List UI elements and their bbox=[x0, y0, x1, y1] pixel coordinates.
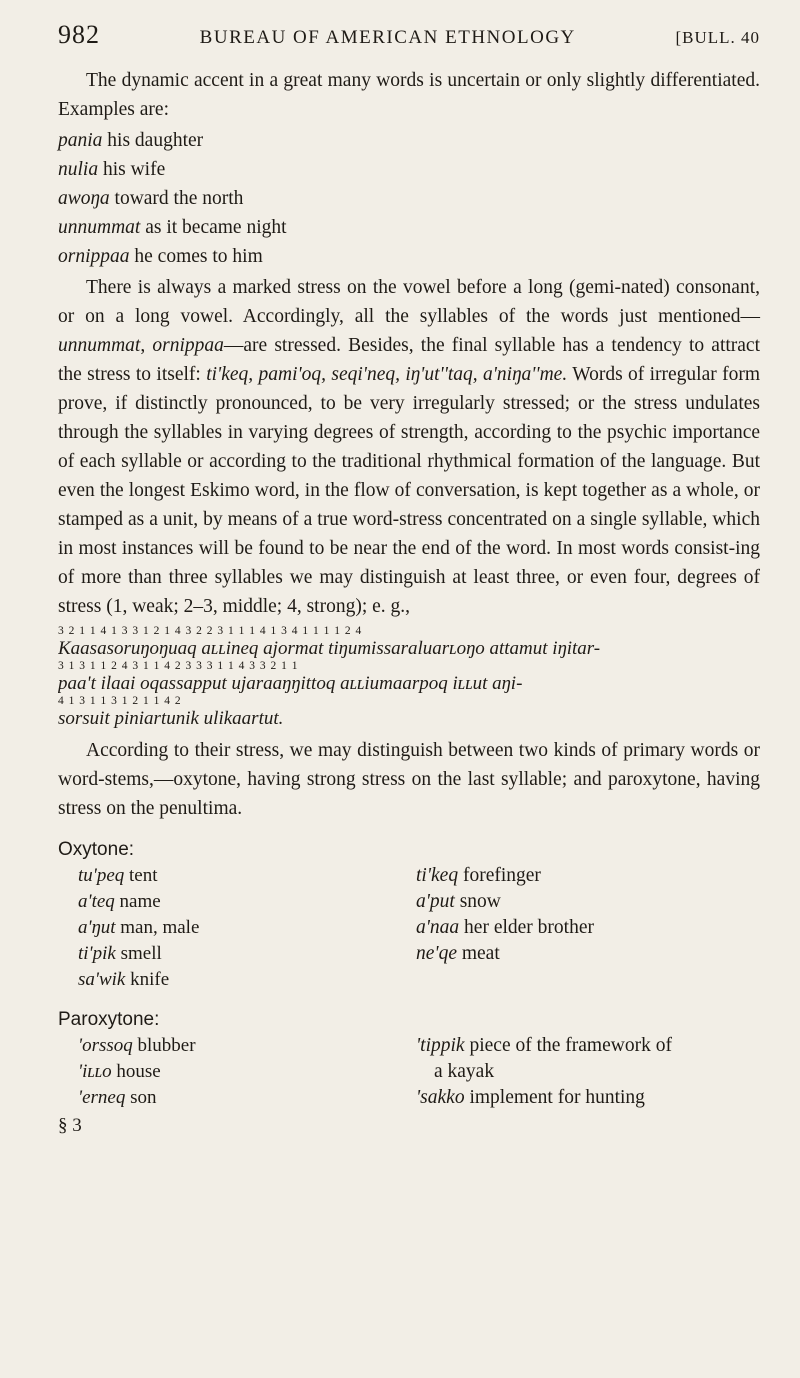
word-entry bbox=[78, 941, 416, 967]
entry-word: a'teq bbox=[78, 891, 115, 912]
stress-text-line-1: Kaasasoruŋoŋuaq aʟʟineq ajormat tiŋumissaraluarʟoŋo attamut iŋitar- bbox=[58, 638, 601, 659]
entry-word: a'put bbox=[416, 891, 455, 912]
entry-word: ne'qe bbox=[416, 943, 457, 964]
entry-gloss: blubber bbox=[132, 1035, 196, 1056]
example-item bbox=[58, 155, 760, 184]
section-mark: § 3 bbox=[58, 1115, 82, 1136]
example-word: awoŋa bbox=[58, 188, 110, 209]
word-entry bbox=[416, 915, 760, 941]
stress-text-line-3: sorsuit piniartunik ulikaartut. bbox=[58, 708, 284, 729]
stress-digits-line-2: 3 1 3 1 1 2 4 3 1 1 4 2 3 3 3 1 1 4 3 3 2 1 1 bbox=[58, 660, 299, 672]
entry-word: 'iʟʟo bbox=[78, 1061, 112, 1082]
example-word: pania bbox=[58, 130, 103, 151]
example-gloss: his wife bbox=[98, 159, 166, 180]
example-gloss: as it became night bbox=[140, 217, 287, 238]
word-entry bbox=[78, 863, 416, 889]
example-word: ornippaa bbox=[58, 246, 130, 267]
example-gloss: toward the north bbox=[109, 188, 244, 209]
oxytone-word-grid bbox=[78, 863, 760, 993]
example-item bbox=[58, 242, 760, 271]
stress-example bbox=[58, 625, 760, 730]
paroxytone-right-column bbox=[416, 1033, 760, 1111]
word-entry bbox=[78, 1085, 416, 1111]
word-entry bbox=[78, 1033, 416, 1059]
word-entry bbox=[416, 1033, 760, 1059]
entry-word: a'naa bbox=[416, 917, 460, 938]
text-run: Words of irregular form prove, if distinctly pronounced, to be very irregularly stressed; or the stress undulates through the syllables in varying degrees of strength, according to the psychic importance of each syllable or according to the traditional rhythmical formation of the language. But even the longest Eskimo word, in the flow of conversation, is kept together as a whole, or stamped as a unit, by means of a true word-stress concentrated on a single syllable, which in most instances will be found to be near the end of the word. In most words consist-ing of more than three syllables we may distinguish at least three, or even four, degrees of stress (1, weak; 2–3, middle; 4, strong); e. g., bbox=[58, 364, 761, 617]
stress-paragraph bbox=[58, 273, 760, 621]
page-header bbox=[58, 20, 760, 54]
word-entry bbox=[416, 1085, 760, 1111]
word-entry bbox=[416, 941, 760, 967]
entry-gloss: forefinger bbox=[458, 865, 541, 886]
word-entry bbox=[78, 1059, 416, 1085]
paroxytone-label: Paroxytone: bbox=[58, 1009, 160, 1030]
bulletin-number: [BULL. 40 bbox=[675, 28, 760, 47]
example-item bbox=[58, 213, 760, 242]
stress-digits-line-1: 3 2 1 1 4 1 3 3 1 2 1 4 3 2 2 3 1 1 1 4 1 3 4 1 1 1 1 2 4 bbox=[58, 625, 363, 637]
example-word: nulia bbox=[58, 159, 99, 180]
paroxytone-word-grid bbox=[78, 1033, 760, 1111]
intro-paragraph: The dynamic accent in a great many words is uncertain or only slightly differentiated. Examples are: bbox=[58, 70, 760, 120]
paroxytone-left-column bbox=[78, 1033, 416, 1111]
example-word: unnummat bbox=[58, 217, 141, 238]
entry-word: ti'pik bbox=[78, 943, 116, 964]
page-body bbox=[58, 66, 760, 1139]
entry-gloss: son bbox=[125, 1087, 157, 1108]
entry-gloss: man, male bbox=[115, 917, 200, 938]
entry-word: 'orssoq bbox=[78, 1035, 133, 1056]
example-word: unnummat bbox=[58, 335, 141, 356]
word-entry bbox=[416, 863, 760, 889]
entry-gloss: a kayak bbox=[434, 1061, 495, 1082]
entry-word: tu'peq bbox=[78, 865, 125, 886]
page-number: 982 bbox=[58, 20, 100, 49]
stress-text-line-2: paa't ilaai oqassapput ujaraaŋŋittoq aʟʟiumaarpoq iʟʟut aŋi- bbox=[58, 673, 523, 694]
stress-digits-line-3: 4 1 3 1 1 3 1 2 1 1 4 2 bbox=[58, 695, 182, 707]
entry-word: 'sakko bbox=[416, 1087, 465, 1108]
oxytone-label: Oxytone: bbox=[58, 839, 135, 860]
word-entry bbox=[78, 915, 416, 941]
entry-gloss: tent bbox=[124, 865, 158, 886]
text-run: , bbox=[140, 335, 153, 356]
entry-word: 'erneq bbox=[78, 1087, 126, 1108]
entry-gloss: piece of the framework of bbox=[464, 1035, 672, 1056]
entry-gloss: house bbox=[111, 1061, 161, 1082]
entry-gloss: implement for hunting bbox=[464, 1087, 645, 1108]
example-item bbox=[58, 126, 760, 155]
example-word: ornippaa bbox=[152, 335, 224, 356]
example-item bbox=[58, 184, 760, 213]
entry-gloss: smell bbox=[115, 943, 162, 964]
word-entry bbox=[416, 889, 760, 915]
running-title: BUREAU OF AMERICAN ETHNOLOGY bbox=[199, 27, 576, 48]
example-gloss: his daughter bbox=[102, 130, 204, 151]
oxytone-left-column bbox=[78, 863, 416, 993]
example-gloss: he comes to him bbox=[129, 246, 263, 267]
example-words: ti'keq, pami'oq, seqi'neq, iŋ'ut''taq, a'niŋa''me. bbox=[206, 364, 568, 385]
entry-word: ti'keq bbox=[416, 865, 459, 886]
entry-gloss: snow bbox=[454, 891, 501, 912]
text-run: There is always a marked stress on the vowel before a long (gemi-nated) consonant, or on a long vowel. Accordingly, all the syllables of the words just mentioned— bbox=[58, 277, 760, 327]
word-entry bbox=[416, 1059, 760, 1085]
oxytone-right-column bbox=[416, 863, 760, 993]
entry-word: sa'wik bbox=[78, 969, 126, 990]
entry-word: a'ŋut bbox=[78, 917, 116, 938]
oxytone-paragraph: According to their stress, we may distinguish between two kinds of primary words or word-stems,—oxytone, having strong stress on the last syllable; and paroxytone, having stress on the penultima. bbox=[58, 740, 760, 819]
entry-gloss: name bbox=[114, 891, 161, 912]
example-list bbox=[58, 126, 760, 271]
word-entry bbox=[78, 889, 416, 915]
entry-word: 'tippik bbox=[416, 1035, 465, 1056]
text-run: —are stressed. Besides, the final syllable has a tendency to attract the stress to itself: bbox=[58, 335, 760, 385]
word-entry bbox=[78, 967, 416, 993]
entry-gloss: her elder brother bbox=[459, 917, 594, 938]
entry-gloss: meat bbox=[456, 943, 500, 964]
entry-gloss: knife bbox=[125, 969, 170, 990]
